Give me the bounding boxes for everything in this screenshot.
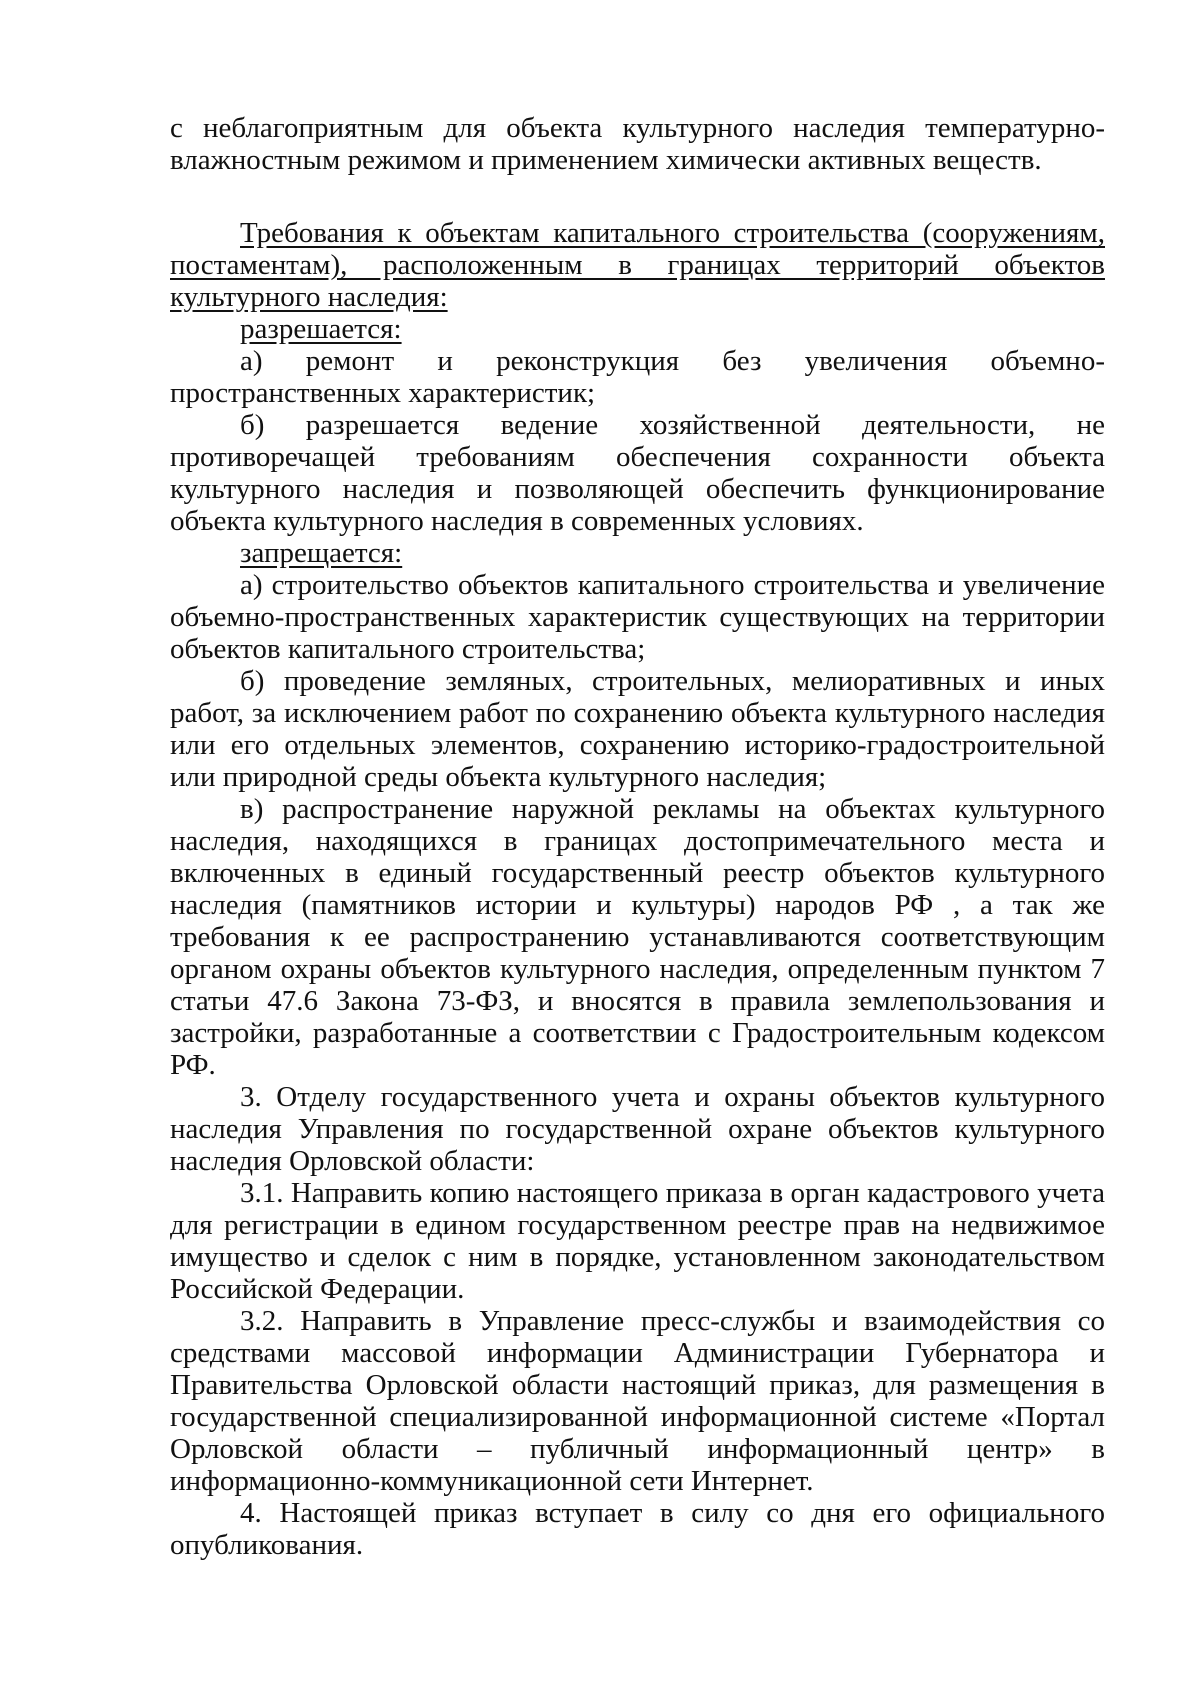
item-3: 3. Отделу государственного учета и охраны объектов культурного наследия Управления по государственной охране объектов культурного наследия Орловской области: [170,1081,1105,1177]
allowed-label-text: разрешается: [240,313,402,345]
forbidden-label-text: запрещается: [240,537,403,569]
requirements-heading [170,217,1105,313]
item-3-1: 3.1. Направить копию настоящего приказа в орган кадастрового учета для регистрации в едином государственном реестре прав на недвижимое имущество и сделок с ним в порядке, установленном законодательством Российской Федерации. [170,1177,1105,1305]
forbidden-item-b: б) проведение земляных, строительных, мелиоративных и иных работ, за исключением работ по сохранению объекта культурного наследия или его отдельных элементов, сохранению историко-градостроительной или природной среды объекта культурного наследия; [170,665,1105,793]
forbidden-item-a: а) строительство объектов капитального строительства и увеличение объемно-пространственных характеристик существующих на территории объектов капитального строительства; [170,569,1105,665]
allowed-label [170,313,1105,345]
allowed-item-a: а) ремонт и реконструкция без увеличения объемно-пространственных характеристик; [170,345,1105,409]
allowed-item-b: б) разрешается ведение хозяйственной деятельности, не противоречащей требованиям обеспечения сохранности объекта культурного наследия и позволяющей обеспечить функционирование объекта культурного наследия в современных условиях. [170,409,1105,537]
requirements-heading-text: Требования к объектам капитального строительства (сооружениям, постаментам), расположенным в границах территорий объектов культурного наследия: [170,217,1105,313]
intro-paragraph: с неблагоприятным для объекта культурного наследия температурно-влажностным режимом и применением химически активных веществ. [170,112,1105,176]
forbidden-item-c: в) распространение наружной рекламы на объектах культурного наследия, находящихся в границах достопримечательного места и включенных в единый государственный реестр объектов культурного наследия (памятников истории и культуры) народов РФ , а так же требования к ее распространению устанавливаются соответствующим органом охраны объектов культурного наследия, определенным пунктом 7 статьи 47.6 Закона 73-ФЗ, и вносятся в правила землепользования и застройки, разработанные а соответствии с Градостроительным кодексом РФ. [170,793,1105,1081]
item-3-2: 3.2. Направить в Управление пресс-службы и взаимодействия со средствами массовой информации Администрации Губернатора и Правительства Орловской области настоящий приказ, для размещения в государственной специализированной информационной системе «Портал Орловской области – публичный информационный центр» в информационно-коммуникационной сети Интернет. [170,1305,1105,1497]
forbidden-label [170,537,1105,569]
item-4: 4. Настоящей приказ вступает в силу со дня его официального опубликования. [170,1497,1105,1561]
